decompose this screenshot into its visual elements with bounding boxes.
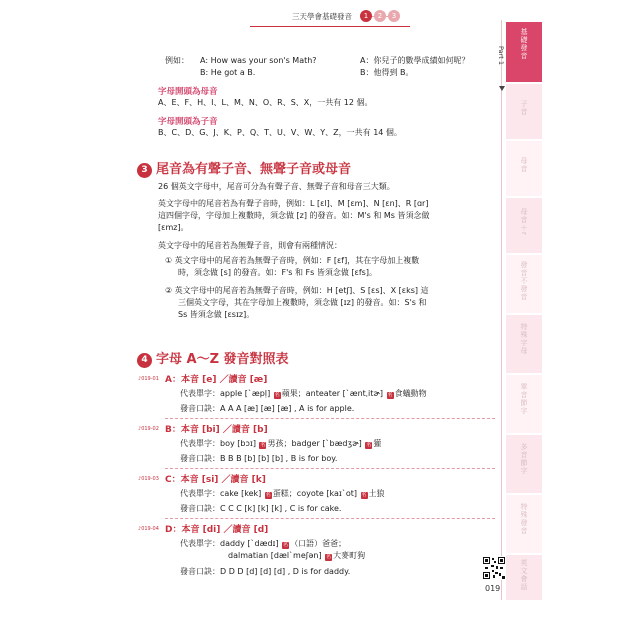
entry-b-chant xyxy=(180,453,337,465)
tab-label: 英文會話 xyxy=(520,559,528,591)
entry-d-head: D：本音 [di] ／讀音 [d] xyxy=(165,525,269,535)
example-label: 例如： xyxy=(165,56,189,65)
rep-word: apple [ˋæpḷ] xyxy=(220,389,271,398)
rep-word: boy [bɔɪ] xyxy=(220,439,256,448)
tab-special-letters[interactable] xyxy=(506,315,542,373)
section3-p1: 26 個英文字母中，尾音可分為有聲子音、無聲子音和母音三大類。 xyxy=(158,182,395,191)
noun-icon: 名 xyxy=(326,554,332,560)
tab-label: 多音節字 xyxy=(520,443,528,475)
case2-line3: Ss 皆須念做 [ɛsɪz]。 xyxy=(178,310,255,319)
section3-p2-line2: 這四個字母，字母加上複數時，須念做 [z] 的發音。如：M's 和 Ms 皆須念做 xyxy=(158,211,430,220)
tab-silent[interactable] xyxy=(506,255,542,313)
vowel-start-text: A、E、F、H、I、L、M、N、O、R、S、X，一共有 12 個。 xyxy=(158,98,373,107)
rep-label: 代表單字： xyxy=(180,439,220,448)
consonant-start-title: 字母開頭為子音 xyxy=(158,117,218,127)
chant-label: 發音口訣： xyxy=(180,504,220,513)
chant-text: C C C [k] [k] [k] , C is for cake. xyxy=(220,504,342,513)
page-number: 019 xyxy=(485,584,501,593)
part-label: Part 1 xyxy=(497,46,505,66)
tab-polysyllabic[interactable] xyxy=(506,435,542,493)
qr-code-icon[interactable] xyxy=(482,556,506,580)
entry-a-head: A：本音 [e] ／讀音 [æ] xyxy=(165,375,268,385)
step-1: 1 xyxy=(360,10,372,22)
rep-gloss2: 獾 xyxy=(373,439,382,448)
rep-label: 代表單字： xyxy=(180,539,220,548)
rep-word2: dalmatian [dælˋmeʃən] xyxy=(228,551,322,560)
tab-label: 母音＋r xyxy=(520,208,528,236)
rep-label: 代表單字： xyxy=(180,389,220,398)
chant-label: 發音口訣： xyxy=(180,404,220,413)
entry-d-chant xyxy=(180,566,350,578)
rep-gloss2: 土狼 xyxy=(368,489,385,498)
tab-special-pronunciation[interactable] xyxy=(506,495,542,553)
down-arrow-icon xyxy=(499,86,505,91)
divider xyxy=(165,518,495,519)
audio-track-b[interactable]: ♪019-02 xyxy=(138,426,159,432)
tab-label: 單音節字 xyxy=(520,383,528,415)
chapter-tabs xyxy=(506,22,542,600)
header-underline xyxy=(250,26,410,27)
section3-heading xyxy=(137,162,351,178)
entry-b-head: B：本音 [bi] ／讀音 [b] xyxy=(165,425,268,435)
noun-icon: 名 xyxy=(274,392,280,398)
case1-line2: 時，須念做 [s] 的發音。如：F's 和 Fs 皆須念做 [ɛfs]。 xyxy=(178,268,377,277)
chant-text: B B B [b] [b] [b] , B is for boy. xyxy=(220,454,338,463)
example-b-zh: B：他得到 B。 xyxy=(360,68,414,77)
noun-icon: 名 xyxy=(361,492,367,498)
noun-icon: 名 xyxy=(260,442,266,448)
entry-a-rep xyxy=(180,388,427,400)
case2-line1: ② 英文字母中的尾音若為無聲子音時，例如：H [etʃ]、S [ɛs]、X [ɛks] 這 xyxy=(165,286,429,295)
case1-line1: ① 英文字母中的尾音若為無聲子音時，例如：F [ɛf]，其在字母加上複數 xyxy=(165,256,420,265)
audio-track-c[interactable]: ♪019-03 xyxy=(138,476,159,482)
tab-vowel-r[interactable] xyxy=(506,198,542,253)
noun-icon: 名 xyxy=(265,492,271,498)
tab-basic-pronunciation[interactable] xyxy=(506,22,542,82)
noun-icon: 名 xyxy=(387,392,393,398)
entry-c-head: C：本音 [si] ／讀音 [k] xyxy=(165,475,266,485)
tab-monosyllabic[interactable] xyxy=(506,375,542,433)
tab-label: 基礎發音 xyxy=(520,28,528,60)
section3-p3: 英文字母中的尾音若為無聲子音，則會有兩種情況： xyxy=(158,241,342,250)
section4-heading xyxy=(137,352,289,368)
rep-gloss3: 大麥町狗 xyxy=(333,551,366,560)
chant-label: 發音口訣： xyxy=(180,567,220,576)
header xyxy=(250,8,410,26)
audio-track-a[interactable]: ♪019-01 xyxy=(138,376,159,382)
entry-b-rep xyxy=(180,438,381,450)
rep-gloss: 男孩；badger [ˋbædʒɚ] xyxy=(267,439,362,448)
rep-gloss: 蘋果；anteater [ˋæntˌitɚ] xyxy=(281,389,384,398)
tab-conversation[interactable] xyxy=(506,555,542,600)
tab-vowels[interactable] xyxy=(506,141,542,196)
rep-gloss: 蛋糕；coyote [kaɪˋot] xyxy=(272,489,357,498)
entry-d-rep2 xyxy=(228,550,365,562)
rep-gloss2: 食蟻動物 xyxy=(394,389,427,398)
chant-text: A A A [æ] [æ] [æ] , A is for apple. xyxy=(220,404,355,413)
audio-track-d[interactable]: ♪019-04 xyxy=(138,526,159,532)
page-edge-line xyxy=(501,20,502,600)
tab-label: 特殊字母 xyxy=(520,323,528,355)
noun-icon: 名 xyxy=(283,542,289,548)
tab-label: 母音 xyxy=(520,157,528,173)
entry-c-rep xyxy=(180,488,385,500)
example-a-zh: A：你兒子的數學成績如何呢？ xyxy=(360,56,470,65)
rep-gloss: （口語）爸爸； xyxy=(290,539,347,548)
step-3: 3 xyxy=(388,10,400,22)
vowel-start-title: 字母開頭為母音 xyxy=(158,87,218,97)
divider xyxy=(165,418,495,419)
noun-icon: 名 xyxy=(366,442,372,448)
section4-title: 字母 A～Z 發音對照表 xyxy=(156,352,289,367)
consonant-start-text: B、C、D、G、J、K、P、Q、T、U、V、W、Y、Z，一共有 14 個。 xyxy=(158,128,402,137)
tab-label: 子音 xyxy=(520,100,528,116)
rep-word: cake [kek] xyxy=(220,489,262,498)
section3-p2-line1: 英文字母中的尾音若為有聲子音時，例如：L [ɛl]、M [ɛm]、N [ɛn]、R [ɑr] xyxy=(158,199,429,208)
tab-consonants[interactable] xyxy=(506,84,542,139)
example-b-en: B: He got a B. xyxy=(200,68,256,77)
divider xyxy=(165,468,495,469)
section3-p2-line3: [ɛmz]。 xyxy=(158,223,189,232)
case2-line2: 三個英文字母，其在字母加上複數時，須念做 [ɪz] 的發音。如：S's 和 xyxy=(178,298,427,307)
tab-label: 特殊發音 xyxy=(520,503,528,535)
rep-word: daddy [ˋdædɪ] xyxy=(220,539,279,548)
tab-label: 發音不發音 xyxy=(520,261,528,301)
example-a-en: A: How was your son's Math? xyxy=(200,56,317,65)
section3-title: 尾音為有聲子音、無聲子音或母音 xyxy=(156,162,352,177)
rep-label: 代表單字： xyxy=(180,489,220,498)
section4-number: 4 xyxy=(137,353,152,368)
entry-d-rep xyxy=(180,538,346,550)
header-title: 三天學會基礎發音 xyxy=(292,12,352,21)
step-2: 2 xyxy=(374,10,386,22)
entry-a-chant xyxy=(180,403,354,415)
section3-number: 3 xyxy=(137,163,152,178)
chant-text: D D D [d] [d] [d] , D is for daddy. xyxy=(220,567,351,576)
entry-c-chant xyxy=(180,503,341,515)
chant-label: 發音口訣： xyxy=(180,454,220,463)
